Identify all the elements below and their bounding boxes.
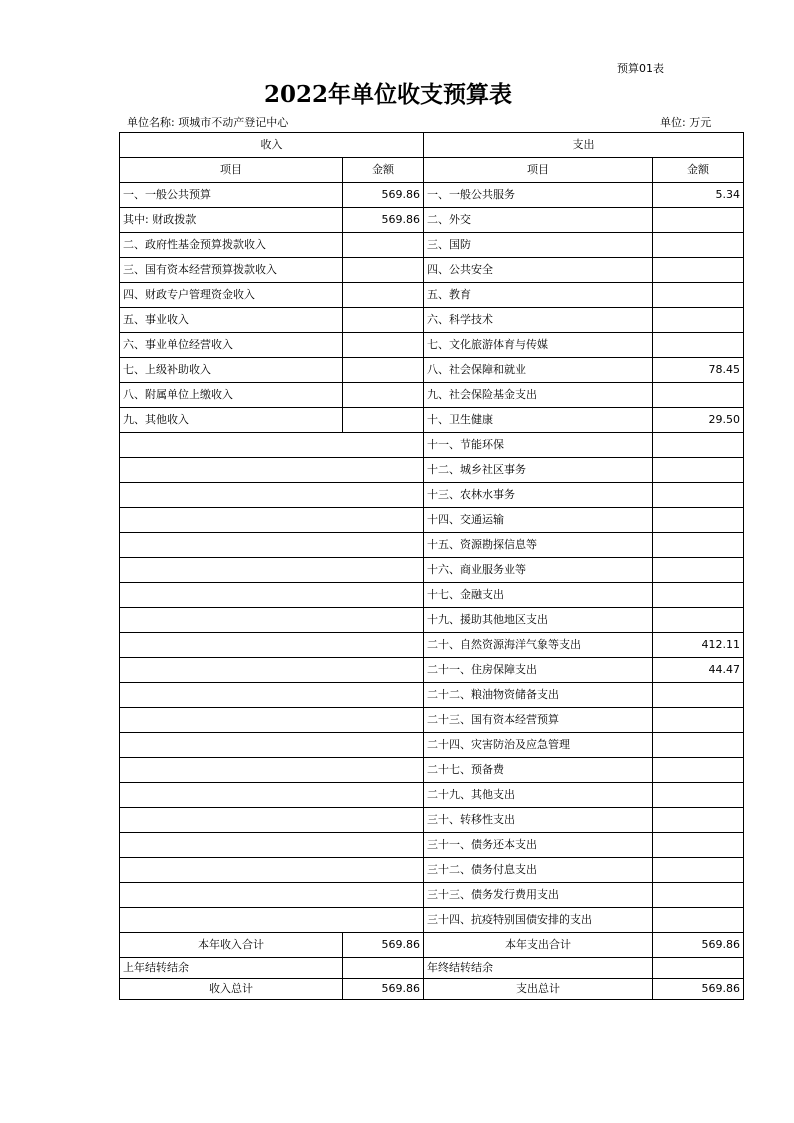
expense-amount-cell	[653, 383, 744, 408]
income-amount-cell	[343, 408, 424, 433]
income-empty-cell	[120, 833, 424, 858]
income-item-cell: 四、财政专户管理资金收入	[120, 283, 343, 308]
expense-item-cell: 十四、交通运输	[424, 508, 653, 533]
table-row	[120, 258, 744, 283]
table-row	[120, 608, 744, 633]
expense-item-cell: 二十一、住房保障支出	[424, 658, 653, 683]
expense-amount-header: 金额	[653, 158, 744, 183]
expense-item-cell: 四、公共安全	[424, 258, 653, 283]
year-income-label: 本年收入合计	[120, 933, 343, 958]
income-empty-cell	[120, 433, 424, 458]
expense-item-cell: 九、社会保险基金支出	[424, 383, 653, 408]
income-empty-cell	[120, 708, 424, 733]
table-row	[120, 833, 744, 858]
expense-amount-cell	[653, 808, 744, 833]
expense-amount-cell	[653, 683, 744, 708]
expense-item-cell: 八、社会保障和就业	[424, 358, 653, 383]
expense-item-cell: 二十七、预备费	[424, 758, 653, 783]
table-row	[120, 358, 744, 383]
income-empty-cell	[120, 533, 424, 558]
income-item-cell: 其中: 财政拨款	[120, 208, 343, 233]
form-number: 预算01表	[617, 62, 664, 75]
expense-amount-cell	[653, 533, 744, 558]
income-amount-cell: 569.86	[343, 208, 424, 233]
income-amount-cell	[343, 308, 424, 333]
expense-amount-cell	[653, 708, 744, 733]
income-amount-cell	[343, 258, 424, 283]
organization-name: 单位名称: 项城市不动产登记中心	[127, 116, 289, 129]
income-amount-cell	[343, 333, 424, 358]
table-row	[120, 208, 744, 233]
expense-item-cell: 十二、城乡社区事务	[424, 458, 653, 483]
income-section-header: 收入	[120, 133, 424, 158]
prior-carryover-label: 上年结转结余	[120, 958, 343, 979]
year-expense-amount: 569.86	[653, 933, 744, 958]
expense-item-cell: 七、文化旅游体育与传媒	[424, 333, 653, 358]
income-item-cell: 二、政府性基金预算拨款收入	[120, 233, 343, 258]
expense-item-cell: 十七、金融支出	[424, 583, 653, 608]
expense-amount-cell	[653, 508, 744, 533]
expense-amount-cell: 78.45	[653, 358, 744, 383]
table-row	[120, 908, 744, 933]
income-item-cell: 三、国有资本经营预算拨款收入	[120, 258, 343, 283]
table-row	[120, 483, 744, 508]
income-item-cell: 一、一般公共预算	[120, 183, 343, 208]
income-empty-cell	[120, 508, 424, 533]
income-empty-cell	[120, 683, 424, 708]
expense-amount-cell	[653, 558, 744, 583]
expense-item-cell: 二十、自然资源海洋气象等支出	[424, 633, 653, 658]
year-end-carryover-label: 年终结转结余	[424, 958, 653, 979]
income-empty-cell	[120, 558, 424, 583]
table-row	[120, 558, 744, 583]
expense-amount-cell	[653, 233, 744, 258]
expense-amount-cell	[653, 458, 744, 483]
expense-item-cell: 十五、资源勘探信息等	[424, 533, 653, 558]
income-empty-cell	[120, 858, 424, 883]
table-row	[120, 183, 744, 208]
income-total-amount: 569.86	[343, 979, 424, 1000]
expense-amount-cell: 5.34	[653, 183, 744, 208]
page-title: 2022年单位收支预算表	[263, 81, 512, 108]
expense-amount-cell	[653, 908, 744, 933]
expense-total-amount: 569.86	[653, 979, 744, 1000]
table-row	[120, 708, 744, 733]
expense-amount-cell	[653, 283, 744, 308]
expense-item-cell: 二、外交	[424, 208, 653, 233]
year-expense-label: 本年支出合计	[424, 933, 653, 958]
income-item-cell: 六、事业单位经营收入	[120, 333, 343, 358]
expense-item-cell: 二十三、国有资本经营预算	[424, 708, 653, 733]
expense-item-cell: 一、一般公共服务	[424, 183, 653, 208]
section-header-row	[120, 133, 744, 158]
income-empty-cell	[120, 583, 424, 608]
expense-amount-cell	[653, 608, 744, 633]
expense-item-cell: 五、教育	[424, 283, 653, 308]
expense-amount-cell	[653, 858, 744, 883]
income-amount-cell: 569.86	[343, 183, 424, 208]
table-row	[120, 633, 744, 658]
expense-item-cell: 六、科学技术	[424, 308, 653, 333]
income-empty-cell	[120, 458, 424, 483]
expense-amount-cell	[653, 433, 744, 458]
expense-item-cell: 三十三、债务发行费用支出	[424, 883, 653, 908]
year-end-carryover-amount	[653, 958, 744, 979]
income-empty-cell	[120, 908, 424, 933]
expense-amount-cell	[653, 783, 744, 808]
table-row	[120, 533, 744, 558]
expense-amount-cell	[653, 333, 744, 358]
income-empty-cell	[120, 608, 424, 633]
income-item-cell: 九、其他收入	[120, 408, 343, 433]
unit-label: 单位: 万元	[660, 116, 712, 129]
table-row	[120, 408, 744, 433]
expense-amount-cell	[653, 208, 744, 233]
expense-amount-cell	[653, 583, 744, 608]
table-row	[120, 683, 744, 708]
income-item-cell: 七、上级补助收入	[120, 358, 343, 383]
expense-item-cell: 三十二、债务付息支出	[424, 858, 653, 883]
table-row	[120, 508, 744, 533]
income-empty-cell	[120, 633, 424, 658]
income-empty-cell	[120, 883, 424, 908]
prior-carryover-amount	[343, 958, 424, 979]
expense-amount-cell	[653, 483, 744, 508]
income-empty-cell	[120, 783, 424, 808]
income-item-cell: 五、事业收入	[120, 308, 343, 333]
table-row	[120, 333, 744, 358]
expense-total-label: 支出总计	[424, 979, 653, 1000]
expense-amount-cell	[653, 308, 744, 333]
expense-amount-cell	[653, 758, 744, 783]
expense-section-header: 支出	[424, 133, 744, 158]
expense-item-cell: 三、国防	[424, 233, 653, 258]
expense-item-cell: 十六、商业服务业等	[424, 558, 653, 583]
expense-amount-cell	[653, 833, 744, 858]
expense-item-cell: 二十九、其他支出	[424, 783, 653, 808]
table-row	[120, 583, 744, 608]
income-amount-cell	[343, 233, 424, 258]
expense-item-cell: 二十二、粮油物资储备支出	[424, 683, 653, 708]
table-row	[120, 433, 744, 458]
table-row	[120, 233, 744, 258]
grand-total-row	[120, 979, 744, 1000]
column-header-row	[120, 158, 744, 183]
expense-amount-cell: 29.50	[653, 408, 744, 433]
table-row	[120, 883, 744, 908]
table-row	[120, 783, 744, 808]
carryover-row	[120, 958, 744, 979]
income-amount-header: 金额	[343, 158, 424, 183]
income-amount-cell	[343, 383, 424, 408]
expense-item-header: 项目	[424, 158, 653, 183]
expense-item-cell: 十九、援助其他地区支出	[424, 608, 653, 633]
expense-item-cell: 三十、转移性支出	[424, 808, 653, 833]
table-row	[120, 858, 744, 883]
income-empty-cell	[120, 758, 424, 783]
expense-amount-cell: 44.47	[653, 658, 744, 683]
expense-item-cell: 二十四、灾害防治及应急管理	[424, 733, 653, 758]
table-row	[120, 733, 744, 758]
expense-item-cell: 三十四、抗疫特别国债安排的支出	[424, 908, 653, 933]
expense-item-cell: 十、卫生健康	[424, 408, 653, 433]
table-row	[120, 808, 744, 833]
income-amount-cell	[343, 358, 424, 383]
expense-item-cell: 三十一、债务还本支出	[424, 833, 653, 858]
expense-amount-cell	[653, 883, 744, 908]
income-item-header: 项目	[120, 158, 343, 183]
expense-amount-cell	[653, 258, 744, 283]
income-item-cell: 八、附属单位上缴收入	[120, 383, 343, 408]
expense-item-cell: 十三、农林水事务	[424, 483, 653, 508]
expense-amount-cell	[653, 733, 744, 758]
table-row	[120, 283, 744, 308]
year-income-amount: 569.86	[343, 933, 424, 958]
income-amount-cell	[343, 283, 424, 308]
expense-item-cell: 十一、节能环保	[424, 433, 653, 458]
table-row	[120, 308, 744, 333]
table-row	[120, 758, 744, 783]
year-total-row	[120, 933, 744, 958]
income-empty-cell	[120, 808, 424, 833]
table-row	[120, 658, 744, 683]
income-empty-cell	[120, 483, 424, 508]
income-empty-cell	[120, 733, 424, 758]
income-total-label: 收入总计	[120, 979, 343, 1000]
table-row	[120, 383, 744, 408]
income-empty-cell	[120, 658, 424, 683]
expense-amount-cell: 412.11	[653, 633, 744, 658]
table-row	[120, 458, 744, 483]
budget-table	[119, 132, 744, 1000]
